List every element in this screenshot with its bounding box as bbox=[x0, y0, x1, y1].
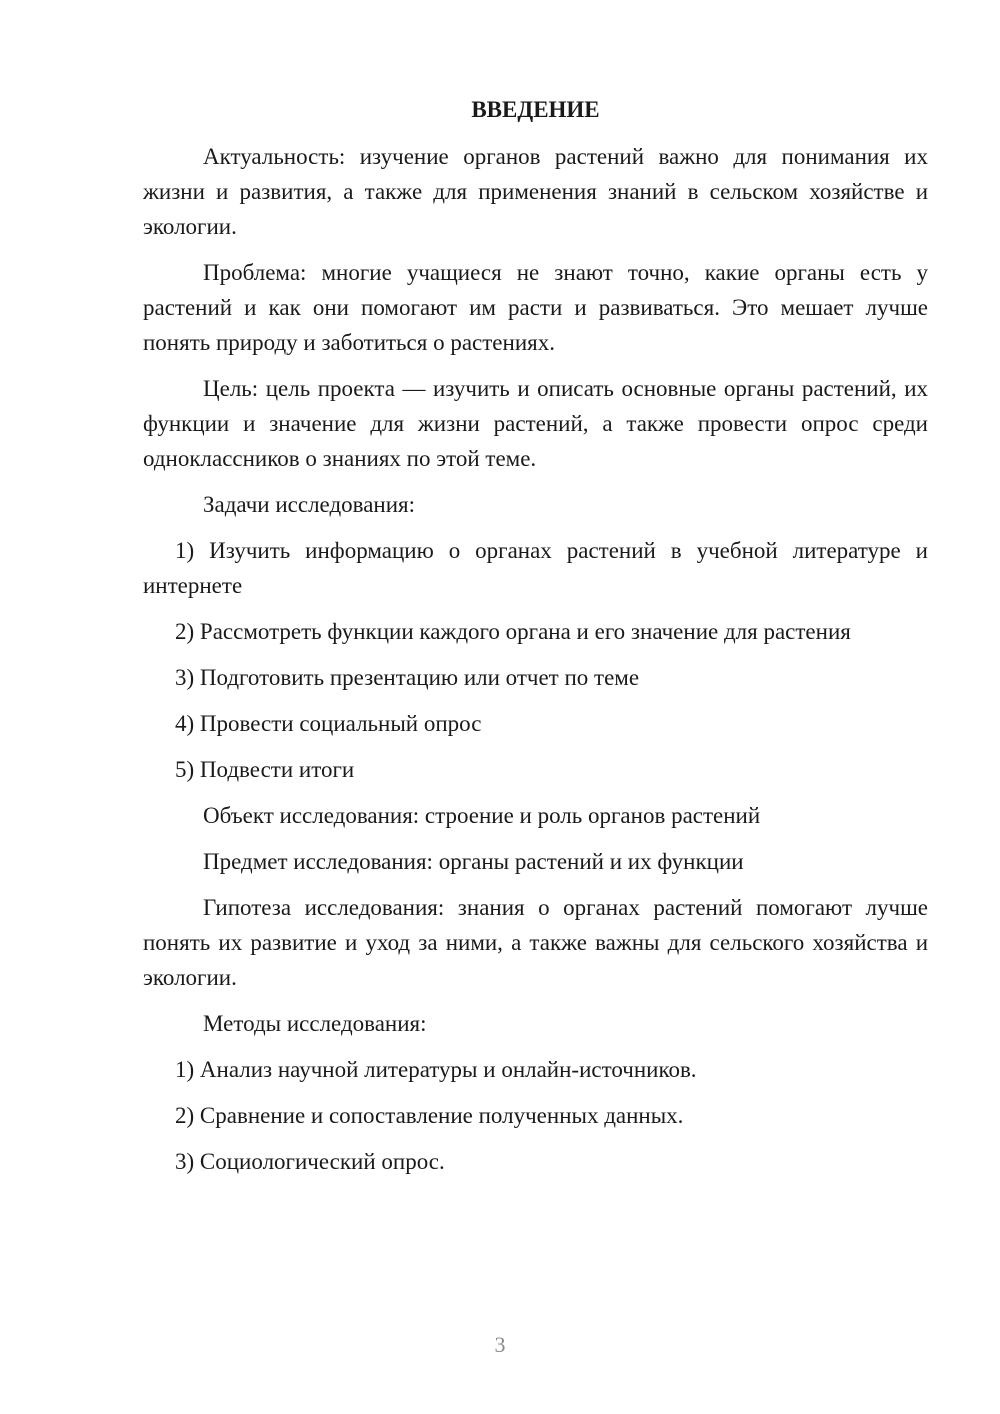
page-content bbox=[143, 92, 928, 1190]
page-title: ВВЕДЕНИЕ bbox=[471, 97, 600, 122]
relevance-paragraph: Актуальность: изучение органов растений важно для понимания их жизни и развития, а также для применения знаний в сельском хозяйстве и экологии. bbox=[143, 144, 928, 239]
page-number: 3 bbox=[494, 1332, 506, 1357]
object-paragraph: Объект исследования: строение и роль органов растений bbox=[203, 803, 761, 828]
goal-paragraph: Цель: цель проекта — изучить и описать основные органы растений, их функции и значение для жизни растений, а также провести опрос среди одноклассников о знаниях по этой теме. bbox=[143, 376, 928, 471]
task-item: 1) Изучить информацию о органах растений в учебной литературе и интернете bbox=[143, 538, 928, 598]
method-item: 3) Социологический опрос. bbox=[175, 1149, 445, 1174]
task-item: 3) Подготовить презентацию или отчет по теме bbox=[175, 665, 640, 690]
task-item: 2) Рассмотреть функции каждого органа и его значение для растения bbox=[175, 619, 851, 644]
task-item: 5) Подвести итоги bbox=[175, 757, 355, 782]
methods-heading: Методы исследования: bbox=[203, 1011, 427, 1036]
method-item: 2) Сравнение и сопоставление полученных данных. bbox=[175, 1103, 684, 1128]
method-item: 1) Анализ научной литературы и онлайн-источников. bbox=[175, 1057, 697, 1082]
problem-paragraph: Проблема: многие учащиеся не знают точно, какие органы есть у растений и как они помогают им расти и развиваться. Это мешает лучше понять природу и заботиться о растениях. bbox=[143, 260, 928, 355]
tasks-heading: Задачи исследования: bbox=[203, 492, 416, 517]
hypothesis-paragraph: Гипотеза исследования: знания о органах растений помогают лучше понять их развитие и уход за ними, а также важны для сельского хозяйства и экологии. bbox=[143, 895, 928, 990]
subject-paragraph: Предмет исследования: органы растений и их функции bbox=[203, 849, 744, 874]
task-item: 4) Провести социальный опрос bbox=[175, 711, 482, 736]
